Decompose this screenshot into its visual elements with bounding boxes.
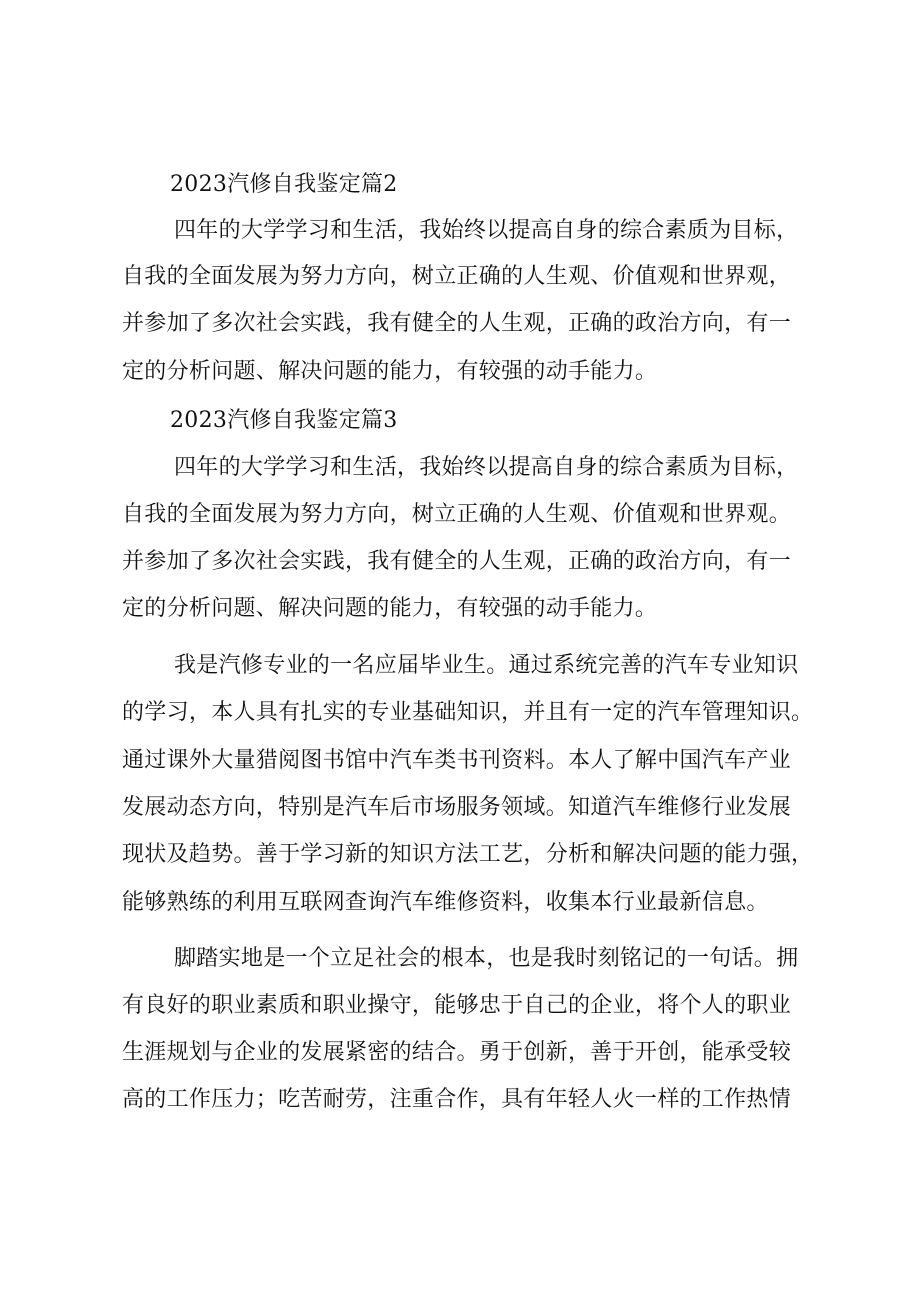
- paragraph-line: 自我的全面发展为努力方向，树立正确的人生观、价值观和世界观。: [122, 502, 792, 527]
- paragraph-line: 通过课外大量猎阅图书馆中汽车类书刊资料。本人了解中国汽车产业: [122, 748, 792, 773]
- paragraph-line: 高的工作压力；吃苦耐劳，注重合作，具有年轻人火一样的工作热情: [122, 1087, 792, 1112]
- paragraph-line: 自我的全面发展为努力方向，树立正确的人生观、价值观和世界观，: [122, 264, 792, 289]
- paragraph-line: 能够熟练的利用互联网查询汽车维修资料，收集本行业最新信息。: [122, 890, 769, 915]
- paragraph-line: 生涯规划与企业的发展紧密的结合。勇于创新，善于开创，能承受较: [122, 1040, 792, 1065]
- paragraph-line: 四年的大学学习和生活，我始终以提高自身的综合素质为目标，: [174, 218, 799, 243]
- paragraph-line: 的学习，本人具有扎实的专业基础知识，并且有一定的汽车管理知识。: [122, 700, 814, 725]
- paragraph-line: 现状及趋势。善于学习新的知识方法工艺，分析和解决问题的能力强，: [122, 842, 814, 867]
- paragraph-line: 发展动态方向，特别是汽车后市场服务领域。知道汽车维修行业发展: [122, 795, 792, 820]
- section-heading-3: 2023汽修自我鉴定篇3: [170, 408, 398, 433]
- paragraph-line: 并参加了多次社会实践，我有健全的人生观，正确的政治方向，有一: [122, 549, 792, 574]
- paragraph-line: 我是汽修专业的一名应届毕业生。通过系统完善的汽车专业知识: [174, 653, 799, 678]
- paragraph-line: 定的分析问题、解决问题的能力，有较强的动手能力。: [122, 359, 658, 384]
- paragraph-line: 有良好的职业素质和职业操守，能够忠于自己的企业，将个人的职业: [122, 993, 792, 1018]
- paragraph-line: 定的分析问题、解决问题的能力，有较强的动手能力。: [122, 596, 658, 621]
- paragraph-line: 并参加了多次社会实践，我有健全的人生观，正确的政治方向，有一: [122, 311, 792, 336]
- paragraph-line: 四年的大学学习和生活，我始终以提高自身的综合素质为目标，: [174, 455, 799, 480]
- paragraph-line: 脚踏实地是一个立足社会的根本，也是我时刻铭记的一句话。拥: [174, 946, 799, 971]
- section-heading-2: 2023汽修自我鉴定篇2: [170, 172, 398, 197]
